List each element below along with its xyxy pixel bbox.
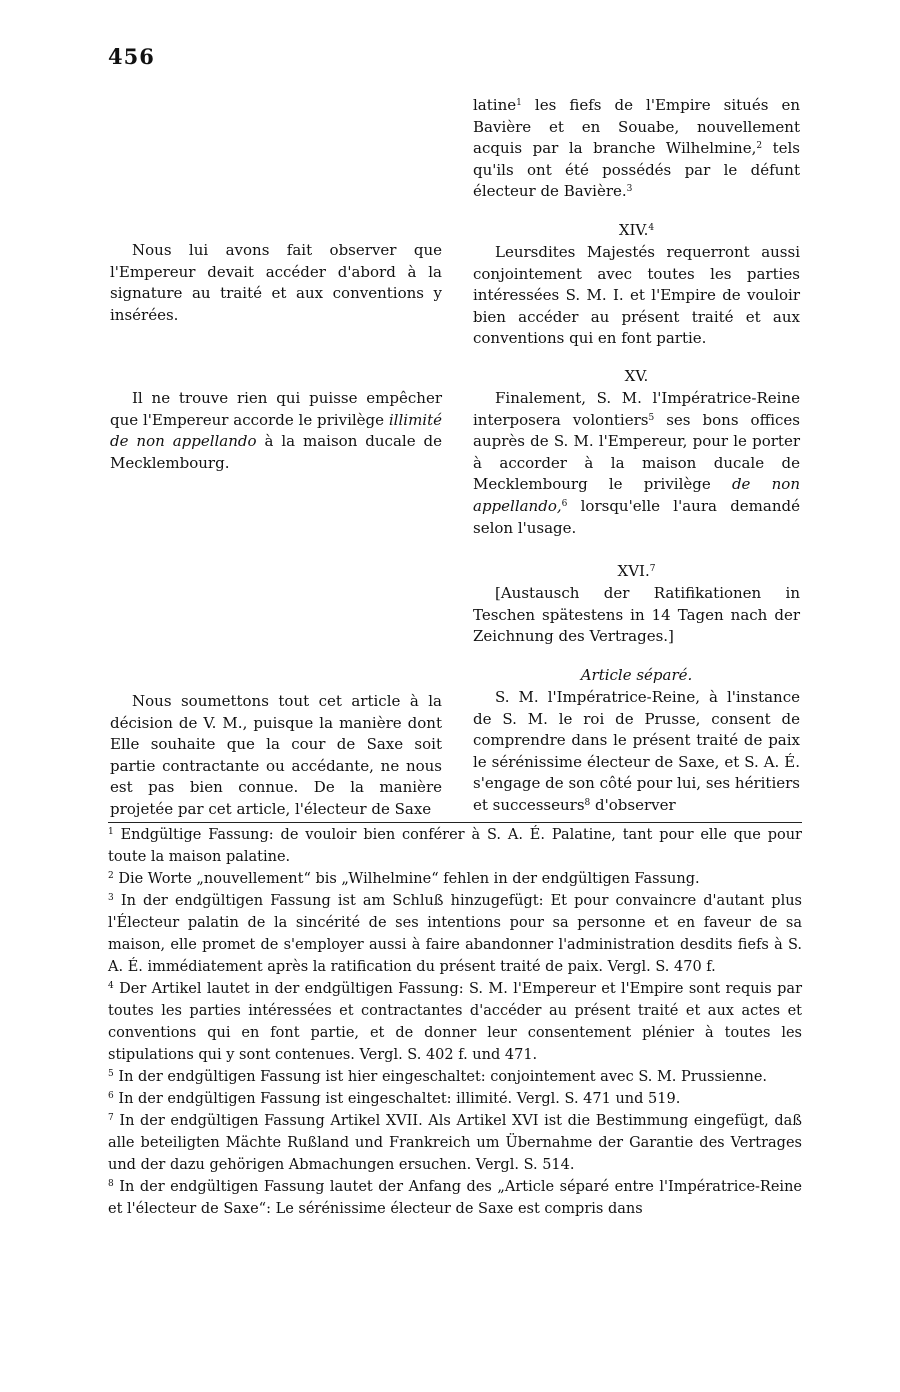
- footnote-3: $^3$ In der endgültigen Fassung ist am Schluß hinzugefügt: Et pour convaincre d'autant plus l'Électeur palatin de la sincérité de ses intentions pour sa personne et en faveur de sa maison, elle promet de s'employer aussi à faire abandonner l'administration desdits fiefs à S. A. É. immédiatement après la ratification du présent traité de paix. Vergl. S. 470 f.: [108, 893, 802, 975]
- footnote-6: $^6$ In der endgültigen Fassung ist eingeschaltet: illimité. Vergl. S. 471 und 519.: [108, 1091, 681, 1107]
- footnote-8: $^8$ In der endgültigen Fassung lautet der Anfang des „Article séparé entre l'Impératrice-Reine et l'électeur de Saxe“: Le sérénissime électeur de Saxe est compris dans: [108, 1179, 802, 1217]
- commentary-note-3: Nous soumettons tout cet article à la décision de V. M., puisque la manière dont Elle souhaite que la cour de Saxe soit partie contractante ou accédante, ne nous est pas bien connue. De la manière projetée par cet article, l'électeur de Saxe: [110, 692, 442, 818]
- page-number: 456: [108, 44, 155, 69]
- article-xvi-heading: XVI.$^7$: [617, 562, 656, 580]
- footnotes: [108, 824, 802, 1220]
- footnote-7: $^7$ In der endgültigen Fassung Artikel XVII. Als Artikel XVI ist die Bestimmung eingefügt, daß alle beteiligten Mächte Rußland und Frankreich um Übernahme der Garantie des Vertrages und der dazu gehörigen Abmachungen ersuchen. Vergl. S. 514.: [108, 1113, 802, 1173]
- commentary-note-1: Nous lui avons fait observer que l'Empereur devait accéder d'abord à la signature au traité et aux conventions y insérées.: [110, 241, 442, 324]
- commentary-note-2: Il ne trouve rien qui puisse empêcher que l'Empereur accorde le privilège illimité de non appellando à la maison ducale de Mecklembourg.: [110, 389, 442, 472]
- separate-article-text: S. M. l'Impératrice-Reine, à l'instance de S. M. le roi de Prusse, consent de comprendre dans le présent traité de paix le sérénissime électeur de Saxe, et S. A. É. s'engage de son côté pour lui, ses héritiers et successeurs$^8$ d'observer: [473, 688, 800, 814]
- article-xv-heading: XV.: [624, 367, 649, 385]
- article-xvi-text: [Austausch der Ratifikationen in Teschen spätestens in 14 Tagen nach der Zeichnung des Vertrages.]: [473, 584, 800, 646]
- treaty-intro: latine$^1$ les fiefs de l'Empire situés en Bavière et en Souabe, nouvellement acquis par la branche Wilhelmine,$^2$ tels qu'ils ont été possédés par le défunt électeur de Bavière.$^3$: [473, 96, 800, 201]
- article-xv-text: Finalement, S. M. l'Impératrice-Reine interposera volontiers$^5$ ses bons offices auprès de S. M. l'Empereur, pour le porter à accorder à la maison ducale de Mecklembourg le privilège de non appellando,$^6$ lorsqu'elle l'aura demandé selon l'usage.: [473, 389, 801, 537]
- article-xiv-heading: XIV.$^4$: [618, 221, 655, 239]
- footnote-2: $^2$ Die Worte „nouvellement“ bis „Wilhelmine“ fehlen in der endgültigen Fassung.: [108, 871, 700, 887]
- footnote-4: $^4$ Der Artikel lautet in der endgültigen Fassung: S. M. l'Empereur et l'Empire sont requis par toutes les parties intéressées et contractantes d'accéder au présent traité et aux actes et conventions qui en font partie, et de donner leur consentement plénier à toutes les stipulations qui y sont contenues. Vergl. S. 402 f. und 471.: [108, 981, 802, 1063]
- separate-article-heading: Article séparé.: [580, 666, 693, 684]
- footnote-5: $^5$ In der endgültigen Fassung ist hier eingeschaltet: conjointement avec S. M. Prussienne.: [108, 1069, 768, 1085]
- footnote-1: $^1$ Endgültige Fassung: de vouloir bien conférer à S. A. É. Palatine, tant pour elle que pour toute la maison palatine.: [108, 827, 802, 865]
- footnote-divider: [108, 822, 802, 823]
- article-xiv-text: Leursdites Majestés requerront aussi conjointement avec toutes les parties intéressées S. M. I. et l'Empire de vouloir bien accéder au présent traité et aux conventions qui en font partie.: [473, 243, 800, 348]
